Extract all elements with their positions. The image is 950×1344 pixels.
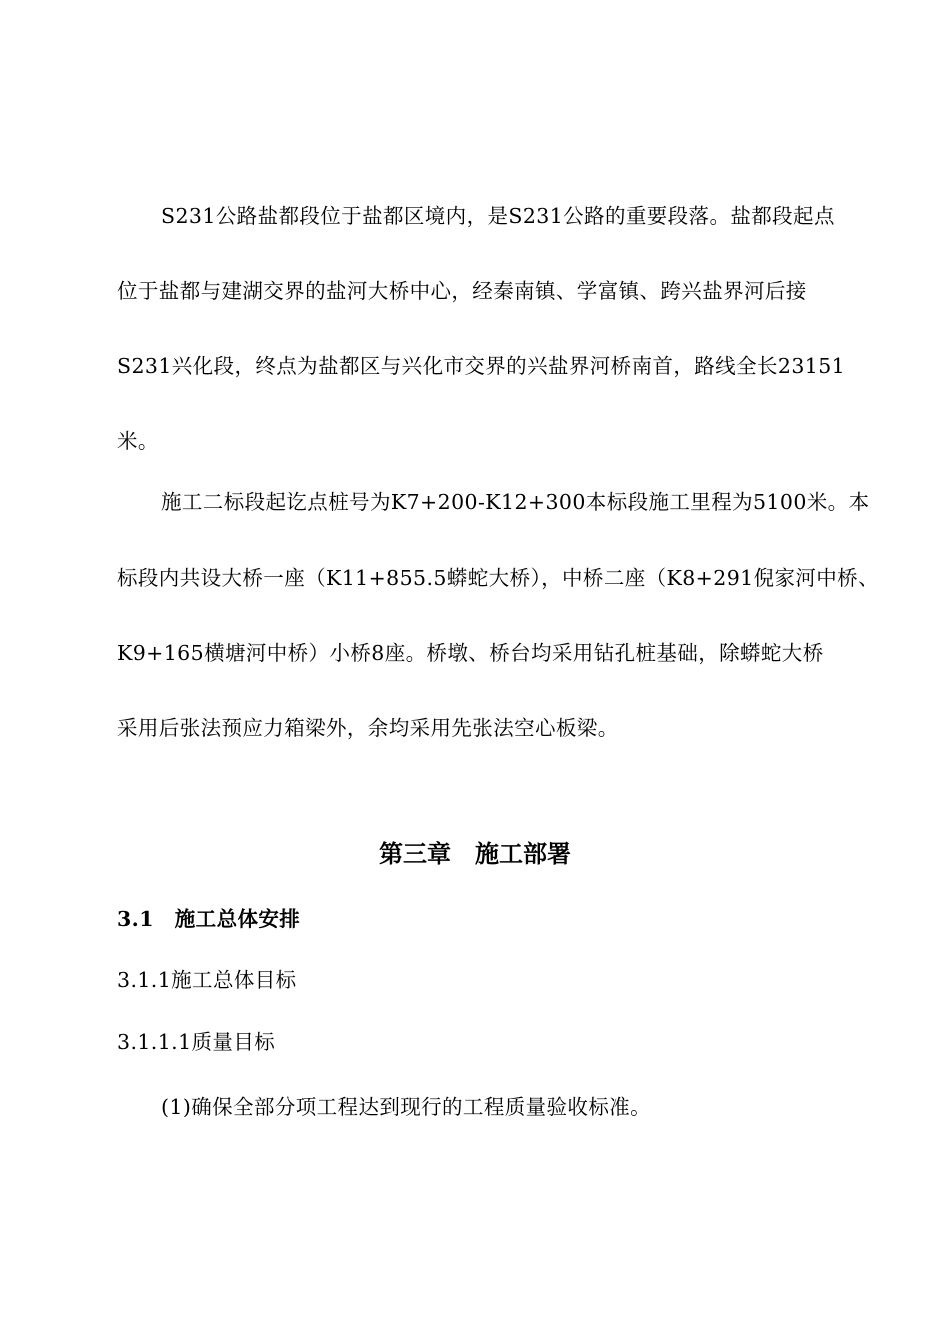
list-item-1: (1)确保全部分项工程达到现行的工程质量验收标准。 — [161, 1095, 652, 1119]
paragraph2-line-4: 采用后张法预应力箱梁外，余均采用先张法空心板梁。 — [117, 716, 619, 740]
paragraph2-line-2: 标段内共设大桥一座（K11+855.5蟒蛇大桥），中桥二座（K8+291倪家河中桥、 — [117, 566, 879, 590]
paragraph1-line-4: 米。 — [117, 429, 159, 453]
paragraph1-line-3: S231兴化段，终点为盐都区与兴化市交界的兴盐界河桥南首，路线全长23151 — [117, 354, 846, 378]
paragraph1-line-2: 位于盐都与建湖交界的盐河大桥中心，经秦南镇、学富镇、跨兴盐界河后接 — [117, 279, 807, 303]
section-heading-3-1-1-1: 3.1.1.1质量目标 — [117, 1030, 276, 1054]
paragraph1-line-1: S231公路盐都段位于盐都区境内，是S231公路的重要段落。盐都段起点 — [161, 204, 835, 228]
paragraph2-line-1: 施工二标段起讫点桩号为K7+200-K12+300本标段施工里程为5100米。本 — [161, 490, 870, 514]
section-heading-3-1-1: 3.1.1施工总体目标 — [117, 968, 297, 992]
section-heading-3-1: 3.1 施工总体安排 — [117, 907, 301, 931]
paragraph2-line-3: K9+165横塘河中桥）小桥8座。桥墩、桥台均采用钻孔桩基础，除蟒蛇大桥 — [117, 641, 824, 665]
chapter-title: 第三章 施工部署 — [379, 839, 571, 868]
